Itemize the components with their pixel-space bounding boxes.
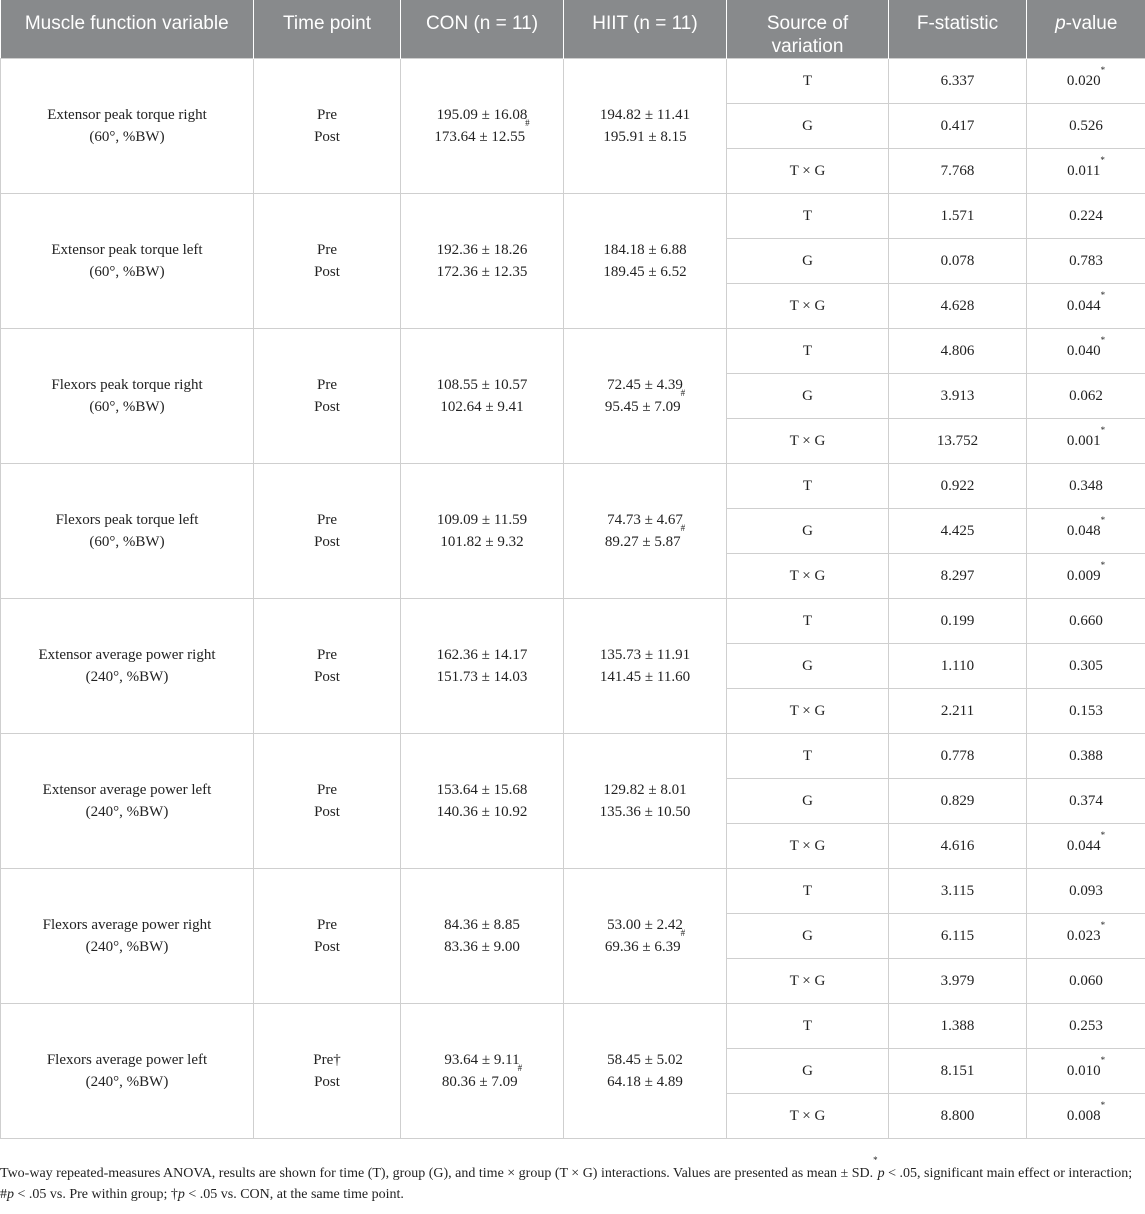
significance-mark: #: [525, 118, 530, 128]
value-text: 80.36 ± 7.09: [441, 1074, 518, 1090]
value-text: 102.64 ± 9.41: [440, 399, 524, 415]
source-of-variation-cell: T: [727, 464, 889, 509]
source-of-variation-cell: T × G: [727, 554, 889, 599]
time-point-line: Pre: [317, 377, 337, 393]
time-point-line: Post: [314, 399, 340, 415]
value-text: 140.36 ± 10.92: [436, 804, 528, 820]
f-statistic-cell: 8.800: [889, 1094, 1027, 1139]
variable-line: (240°, %BW): [85, 1074, 169, 1090]
hiit-value-cell: [564, 194, 727, 329]
p-value-text: 0.001: [1066, 432, 1101, 449]
significance-mark: *: [1100, 559, 1106, 570]
significance-mark: *: [1100, 424, 1106, 435]
source-of-variation-cell: G: [727, 644, 889, 689]
f-statistic-cell: 4.425: [889, 509, 1027, 554]
f-statistic-cell: 6.337: [889, 59, 1027, 104]
table-row: [1, 464, 1145, 509]
significance-mark: *: [1100, 334, 1106, 345]
source-of-variation-cell: G: [727, 239, 889, 284]
con-value-cell: [401, 464, 564, 599]
p-value-text: 0.153: [1069, 702, 1103, 719]
value-line: [568, 126, 722, 148]
value-line: [568, 644, 722, 666]
source-of-variation-cell: T: [727, 194, 889, 239]
source-of-variation-cell: G: [727, 509, 889, 554]
value-line: [568, 928, 722, 958]
value-line: [568, 779, 722, 801]
time-point-line: Post: [314, 669, 340, 685]
p-value-text: 0.783: [1069, 252, 1103, 269]
table-row: [1, 1004, 1145, 1049]
source-of-variation-cell: T × G: [727, 419, 889, 464]
value-text: 58.45 ± 5.02: [607, 1052, 683, 1068]
value-text: 194.82 ± 11.41: [599, 107, 691, 123]
value-text: 89.27 ± 5.87: [604, 534, 681, 550]
source-of-variation-cell: T × G: [727, 1094, 889, 1139]
hiit-value-cell: [564, 1004, 727, 1139]
value-line: [405, 261, 559, 283]
value-line: [405, 104, 559, 126]
p-value-text: 0.062: [1069, 387, 1103, 404]
time-point-line: Post: [314, 939, 340, 955]
value-text: 172.36 ± 12.35: [436, 264, 528, 280]
p-value-cell: [1027, 914, 1145, 959]
time-point-line: Pre: [317, 647, 337, 663]
time-point-line: Pre: [317, 917, 337, 933]
source-of-variation-cell: T: [727, 599, 889, 644]
f-statistic-cell: 13.752: [889, 419, 1027, 464]
source-of-variation-cell: T: [727, 59, 889, 104]
p-value-cell: [1027, 554, 1145, 599]
time-point-line: Post: [314, 534, 340, 550]
p-value-cell: [1027, 869, 1145, 914]
footnote-p2: p: [7, 1187, 14, 1202]
p-value-text: 0.660: [1069, 612, 1103, 629]
value-text: 153.64 ± 15.68: [436, 782, 528, 798]
p-value-cell: [1027, 149, 1145, 194]
time-point-cell: [254, 734, 401, 869]
p-value-cell: [1027, 1004, 1145, 1049]
p-value-cell: [1027, 104, 1145, 149]
time-point-line: Post: [314, 804, 340, 820]
f-statistic-cell: 0.199: [889, 599, 1027, 644]
table-body: [1, 59, 1145, 1139]
variable-line: Extensor average power right: [38, 647, 216, 663]
p-value-cell: [1027, 284, 1145, 329]
table-row: [1, 194, 1145, 239]
significance-mark: *: [1100, 64, 1106, 75]
hiit-value-cell: [564, 734, 727, 869]
value-line: [568, 801, 722, 823]
time-point-line: Pre: [317, 107, 337, 123]
value-text: 192.36 ± 18.26: [436, 242, 528, 258]
value-line: [568, 239, 722, 261]
variable-line: (60°, %BW): [89, 534, 165, 550]
con-value-cell: [401, 194, 564, 329]
variable-line: Extensor average power left: [42, 782, 212, 798]
source-of-variation-cell: T: [727, 869, 889, 914]
header-f-statistic: F-statistic: [889, 0, 1027, 59]
value-text: 74.73 ± 4.67: [607, 512, 683, 528]
variable-line: Flexors average power left: [46, 1052, 208, 1068]
value-text: 195.09 ± 16.08: [436, 107, 528, 123]
muscle-variable-cell: [1, 464, 254, 599]
significance-mark: *: [1100, 154, 1105, 165]
time-point-line: Pre†: [313, 1052, 341, 1068]
variable-line: (240°, %BW): [85, 669, 169, 685]
hiit-value-cell: [564, 59, 727, 194]
value-text: 101.82 ± 9.32: [440, 534, 524, 550]
p-value-cell: [1027, 374, 1145, 419]
time-point-line: Post: [314, 1074, 340, 1090]
f-statistic-cell: 1.571: [889, 194, 1027, 239]
header-source-of-variation: Source of variation: [727, 0, 889, 59]
p-value-cell: [1027, 1094, 1145, 1139]
table-row: [1, 59, 1145, 104]
muscle-variable-cell: [1, 59, 254, 194]
time-point-cell: [254, 194, 401, 329]
p-value-cell: [1027, 779, 1145, 824]
variable-line: (240°, %BW): [85, 939, 169, 955]
variable-line: Flexors average power right: [42, 917, 212, 933]
con-value-cell: [401, 59, 564, 194]
value-line: [568, 666, 722, 688]
footnote-p1: p: [877, 1166, 885, 1181]
value-line: [568, 509, 722, 531]
f-statistic-cell: 0.417: [889, 104, 1027, 149]
time-point-line: Post: [314, 264, 340, 280]
value-line: [405, 666, 559, 688]
time-point-cell: [254, 599, 401, 734]
table-row: [1, 329, 1145, 374]
p-value-text: 0.253: [1069, 1017, 1103, 1034]
con-value-cell: [401, 599, 564, 734]
header-con: CON (n = 11): [401, 0, 564, 59]
muscle-variable-cell: [1, 599, 254, 734]
value-line: [568, 374, 722, 396]
f-statistic-cell: 0.078: [889, 239, 1027, 284]
value-text: 108.55 ± 10.57: [436, 377, 528, 393]
value-line: [405, 1063, 559, 1093]
header-p-italic: p: [1055, 13, 1066, 34]
p-value-cell: [1027, 734, 1145, 779]
p-value-text: 0.044: [1066, 837, 1101, 854]
footnote-part1: Two-way repeated-measures ANOVA, results are shown for time (T), group (G), and time × group (T × G) interactions. Values are presented as mean ± SD.: [0, 1166, 874, 1181]
p-value-text: 0.020: [1066, 72, 1101, 89]
value-text: 151.73 ± 14.03: [436, 669, 528, 685]
f-statistic-cell: 3.913: [889, 374, 1027, 419]
p-value-text: 0.009: [1066, 567, 1101, 584]
table-row: [1, 734, 1145, 779]
p-value-text: 0.305: [1069, 657, 1103, 674]
value-text: 95.45 ± 7.09: [604, 399, 681, 415]
footnote-star: *: [873, 1155, 878, 1165]
value-line: [568, 523, 722, 553]
value-text: 83.36 ± 9.00: [444, 939, 520, 955]
source-of-variation-cell: T: [727, 734, 889, 779]
f-statistic-cell: 3.115: [889, 869, 1027, 914]
footnote-part4: < .05 vs. CON, at the same time point.: [184, 1187, 404, 1202]
value-line: [568, 261, 722, 283]
f-statistic-cell: 4.806: [889, 329, 1027, 374]
muscle-variable-cell: [1, 869, 254, 1004]
value-line: [568, 104, 722, 126]
significance-mark: *: [1100, 514, 1106, 525]
p-value-text: 0.348: [1069, 477, 1103, 494]
header-p-value: p-value: [1027, 0, 1145, 59]
source-of-variation-cell: G: [727, 104, 889, 149]
source-of-variation-cell: T × G: [727, 689, 889, 734]
source-of-variation-cell: T: [727, 329, 889, 374]
source-of-variation-cell: T: [727, 1004, 889, 1049]
value-text: 84.36 ± 8.85: [444, 917, 520, 933]
footnote-part2: < .05, significant main effect or interaction; #: [0, 1166, 1133, 1202]
source-of-variation-cell: T × G: [727, 824, 889, 869]
p-value-text: 0.008: [1066, 1107, 1101, 1124]
variable-line: (60°, %BW): [89, 399, 165, 415]
significance-mark: #: [680, 928, 686, 938]
significance-mark: *: [1100, 829, 1106, 840]
source-of-variation-cell: T × G: [727, 149, 889, 194]
muscle-variable-cell: [1, 734, 254, 869]
p-value-text: 0.011: [1067, 162, 1101, 179]
f-statistic-cell: 3.979: [889, 959, 1027, 1004]
footnote-p3: p: [177, 1187, 185, 1202]
hiit-value-cell: [564, 599, 727, 734]
table-header: [1, 0, 1145, 59]
value-line: [405, 779, 559, 801]
con-value-cell: [401, 869, 564, 1004]
p-value-text: 0.023: [1066, 927, 1101, 944]
f-statistic-cell: 8.151: [889, 1049, 1027, 1094]
value-line: [405, 509, 559, 531]
value-text: 162.36 ± 14.17: [436, 647, 528, 663]
value-line: [405, 239, 559, 261]
time-point-line: Pre: [317, 242, 337, 258]
p-value-text: 0.060: [1069, 972, 1103, 989]
source-of-variation-cell: G: [727, 374, 889, 419]
variable-line: (240°, %BW): [85, 804, 169, 820]
value-line: [405, 374, 559, 396]
significance-mark: *: [1100, 919, 1106, 930]
p-value-cell: [1027, 824, 1145, 869]
p-value-text: 0.044: [1066, 297, 1101, 314]
p-value-cell: [1027, 599, 1145, 644]
source-of-variation-cell: T × G: [727, 959, 889, 1004]
p-value-text: 0.093: [1069, 882, 1103, 899]
f-statistic-cell: 7.768: [889, 149, 1027, 194]
f-statistic-cell: 2.211: [889, 689, 1027, 734]
f-statistic-cell: 0.829: [889, 779, 1027, 824]
significance-mark: *: [1100, 1054, 1106, 1065]
f-statistic-cell: 0.922: [889, 464, 1027, 509]
significance-mark: *: [1100, 1099, 1106, 1110]
header-muscle-variable: Muscle function variable: [1, 0, 254, 59]
time-point-cell: [254, 464, 401, 599]
time-point-line: Post: [314, 129, 340, 145]
p-value-cell: [1027, 194, 1145, 239]
value-text: 129.82 ± 8.01: [603, 782, 687, 798]
p-value-cell: [1027, 464, 1145, 509]
f-statistic-cell: 6.115: [889, 914, 1027, 959]
hiit-value-cell: [564, 464, 727, 599]
value-text: 173.64 ± 12.55: [434, 129, 526, 145]
significance-mark: #: [680, 388, 686, 398]
variable-line: Extensor peak torque right: [47, 107, 207, 123]
p-value-text: 0.048: [1066, 522, 1101, 539]
variable-line: (60°, %BW): [89, 264, 165, 280]
time-point-cell: [254, 59, 401, 194]
value-text: 135.73 ± 11.91: [599, 647, 691, 663]
value-line: [405, 118, 559, 148]
significance-mark: #: [517, 1063, 523, 1073]
variable-line: Extensor peak torque left: [51, 242, 203, 258]
value-line: [568, 914, 722, 936]
value-text: 141.45 ± 11.60: [599, 669, 691, 685]
header-time-point: Time point: [254, 0, 401, 59]
value-text: 184.18 ± 6.88: [603, 242, 687, 258]
significance-mark: #: [680, 523, 686, 533]
p-value-cell: [1027, 509, 1145, 554]
value-line: [568, 1049, 722, 1071]
p-value-cell: [1027, 59, 1145, 104]
value-text: 195.91 ± 8.15: [603, 129, 687, 145]
time-point-cell: [254, 329, 401, 464]
table-row: [1, 869, 1145, 914]
hiit-value-cell: [564, 869, 727, 1004]
p-value-cell: [1027, 1049, 1145, 1094]
source-of-variation-cell: G: [727, 914, 889, 959]
f-statistic-cell: 1.388: [889, 1004, 1027, 1049]
time-point-cell: [254, 869, 401, 1004]
value-line: [568, 1071, 722, 1093]
value-text: 53.00 ± 2.42: [607, 917, 683, 933]
significance-mark: *: [1100, 289, 1106, 300]
variable-line: Flexors peak torque left: [55, 512, 199, 528]
p-value-text: 0.224: [1069, 207, 1103, 224]
hiit-value-cell: [564, 329, 727, 464]
value-line: [405, 1049, 559, 1071]
f-statistic-cell: 0.778: [889, 734, 1027, 779]
value-text: 109.09 ± 11.59: [436, 512, 528, 528]
source-of-variation-cell: G: [727, 1049, 889, 1094]
muscle-variable-cell: [1, 329, 254, 464]
value-text: 189.45 ± 6.52: [603, 264, 687, 280]
time-point-cell: [254, 1004, 401, 1139]
header-row: [1, 0, 1145, 59]
value-line: [405, 531, 559, 553]
value-line: [405, 801, 559, 823]
value-text: 69.36 ± 6.39: [604, 939, 681, 955]
time-point-line: Pre: [317, 512, 337, 528]
p-value-cell: [1027, 329, 1145, 374]
value-text: 135.36 ± 10.50: [599, 804, 691, 820]
value-line: [405, 914, 559, 936]
value-line: [405, 936, 559, 958]
muscle-variable-cell: [1, 1004, 254, 1139]
value-text: 72.45 ± 4.39: [607, 377, 683, 393]
con-value-cell: [401, 1004, 564, 1139]
value-text: 93.64 ± 9.11: [444, 1052, 520, 1068]
variable-line: (60°, %BW): [89, 129, 165, 145]
value-line: [568, 388, 722, 418]
con-value-cell: [401, 329, 564, 464]
p-value-cell: [1027, 239, 1145, 284]
footnote-part3: < .05 vs. Pre within group; †: [14, 1187, 178, 1202]
p-value-cell: [1027, 689, 1145, 734]
table-row: [1, 599, 1145, 644]
p-value-text: 0.374: [1069, 792, 1103, 809]
header-hiit: HIIT (n = 11): [564, 0, 727, 59]
value-text: 64.18 ± 4.89: [607, 1074, 683, 1090]
time-point-line: Pre: [317, 782, 337, 798]
f-statistic-cell: 4.616: [889, 824, 1027, 869]
f-statistic-cell: 1.110: [889, 644, 1027, 689]
value-line: [405, 396, 559, 418]
p-value-cell: [1027, 419, 1145, 464]
muscle-variable-cell: [1, 194, 254, 329]
source-of-variation-cell: T × G: [727, 284, 889, 329]
value-line: [405, 644, 559, 666]
source-of-variation-cell: G: [727, 779, 889, 824]
table-footnote: [0, 1155, 1140, 1205]
p-value-text: 0.526: [1069, 117, 1103, 134]
variable-line: Flexors peak torque right: [51, 377, 203, 393]
p-value-text: 0.040: [1066, 342, 1101, 359]
p-value-cell: [1027, 959, 1145, 1004]
p-value-text: 0.388: [1069, 747, 1103, 764]
f-statistic-cell: 4.628: [889, 284, 1027, 329]
p-value-text: 0.010: [1066, 1062, 1101, 1079]
f-statistic-cell: 8.297: [889, 554, 1027, 599]
p-value-cell: [1027, 644, 1145, 689]
con-value-cell: [401, 734, 564, 869]
